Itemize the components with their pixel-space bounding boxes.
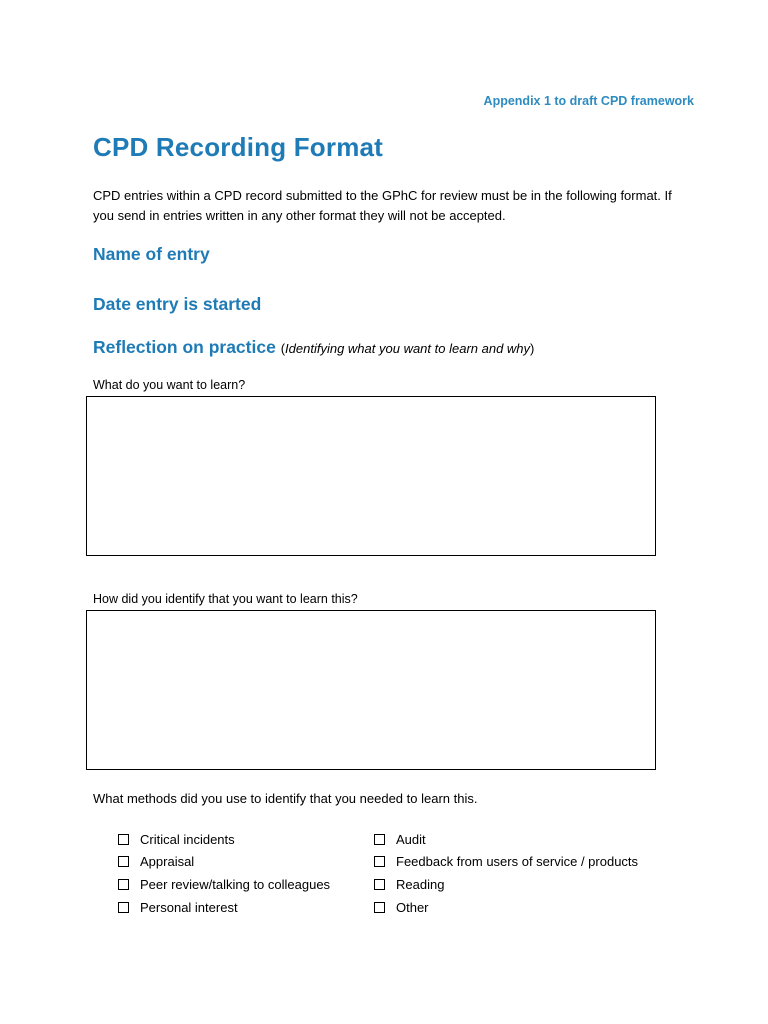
option-label: Audit [396, 831, 426, 847]
checkbox-other[interactable] [374, 902, 385, 913]
checkbox-peer-review[interactable] [118, 879, 129, 890]
intro-paragraph: CPD entries within a CPD record submitted to the GPhC for review must be in the following format. If you send in entries written in any other format they will not be accepted. [93, 188, 672, 223]
reflection-note: (Identifying what you want to learn and why) [280, 341, 535, 356]
option-feedback[interactable] [374, 851, 638, 871]
option-label: Other [396, 899, 429, 915]
option-label: Appraisal [140, 853, 195, 869]
option-peer-review[interactable] [118, 874, 330, 894]
what-to-learn-textbox[interactable] [86, 396, 656, 556]
checkbox-feedback[interactable] [374, 856, 385, 867]
checkbox-reading[interactable] [374, 879, 385, 890]
option-label: Critical incidents [140, 831, 235, 847]
checkbox-appraisal[interactable] [118, 856, 129, 867]
reflection-note-text: Identifying what you want to learn and why [285, 341, 531, 356]
question-how-identified: How did you identify that you want to learn this? [93, 592, 358, 606]
question-methods: What methods did you use to identify that you needed to learn this. [93, 791, 478, 806]
checkbox-audit[interactable] [374, 834, 385, 845]
option-other[interactable] [374, 897, 429, 917]
option-appraisal[interactable] [118, 851, 194, 871]
heading-date-started: Date entry is started [93, 294, 262, 314]
heading-reflection [93, 337, 534, 358]
how-identified-textbox[interactable] [86, 610, 656, 770]
question-what-to-learn: What do you want to learn? [93, 378, 246, 392]
option-label: Reading [396, 876, 445, 892]
option-audit[interactable] [374, 829, 426, 849]
option-reading[interactable] [374, 874, 444, 894]
reflection-title: Reflection on practice [93, 337, 276, 357]
checkbox-critical-incidents[interactable] [118, 834, 129, 845]
option-critical-incidents[interactable] [118, 829, 235, 849]
checkbox-personal-interest[interactable] [118, 902, 129, 913]
heading-name-of-entry: Name of entry [93, 244, 210, 264]
page-title: CPD Recording Format [93, 132, 384, 162]
option-personal-interest[interactable] [118, 897, 238, 917]
option-label: Peer review/talking to colleagues [140, 876, 331, 892]
option-label: Personal interest [140, 899, 238, 915]
appendix-label: Appendix 1 to draft CPD framework [483, 94, 694, 108]
option-label: Feedback from users of service / products [396, 853, 639, 869]
